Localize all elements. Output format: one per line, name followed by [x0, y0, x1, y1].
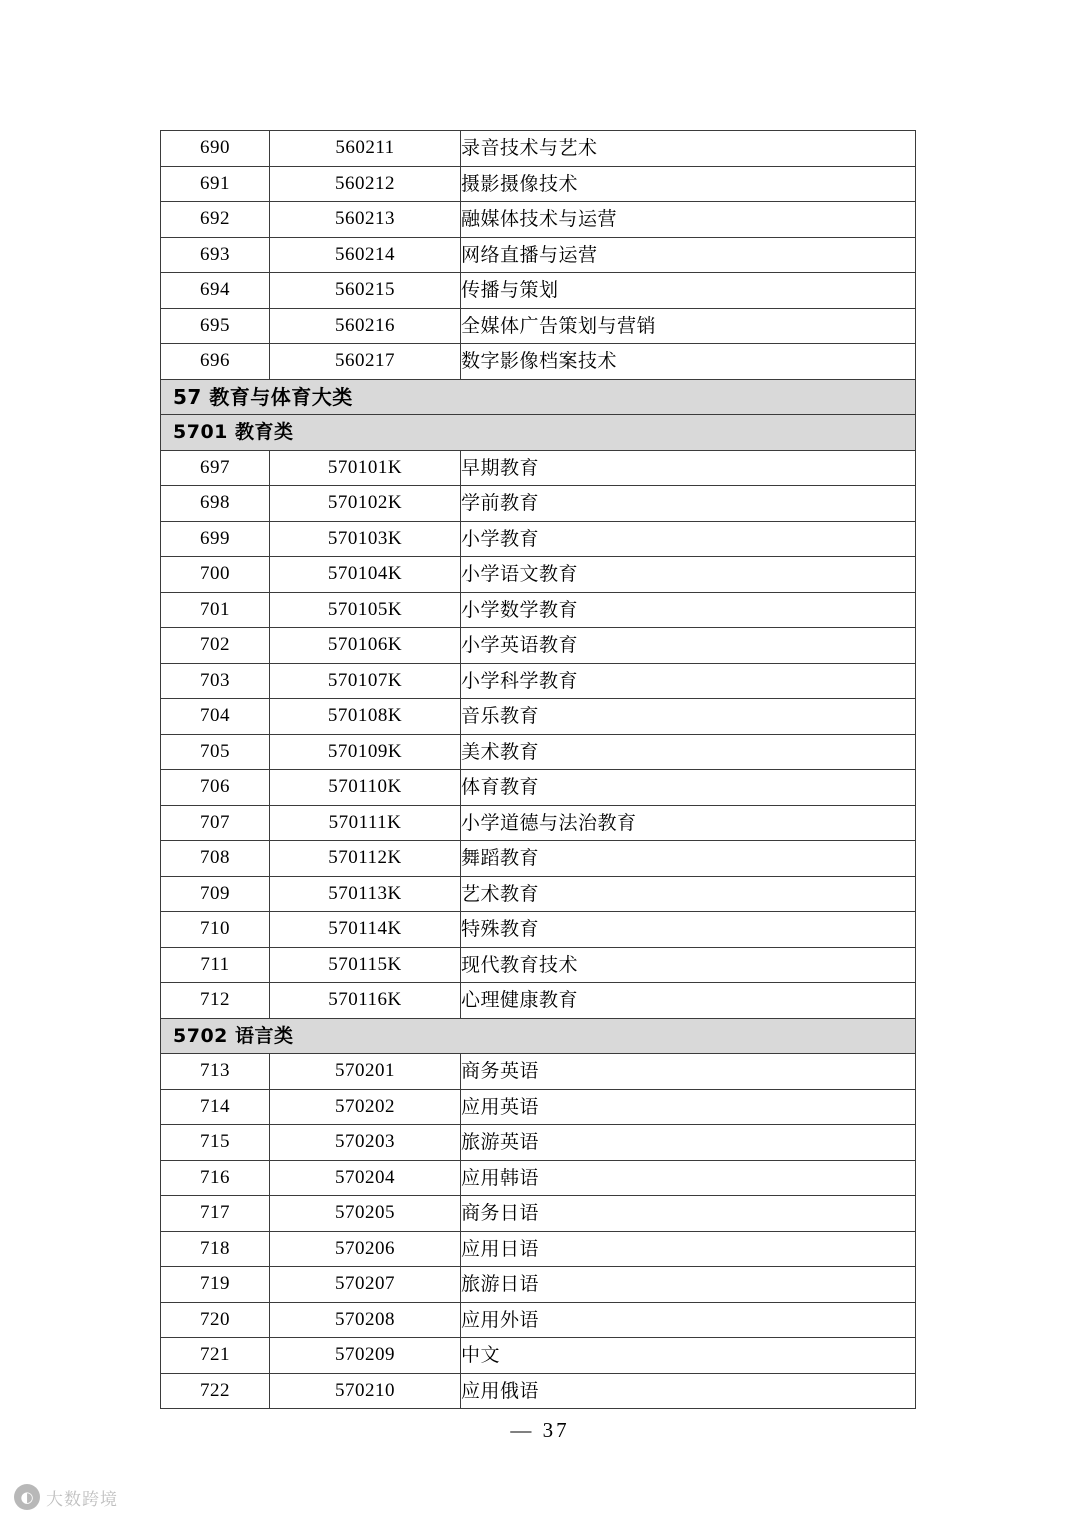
cell-major-code: 570204	[270, 1160, 461, 1196]
cell-serial-number: 708	[161, 841, 270, 877]
cell-major-name: 早期教育	[461, 450, 916, 486]
table-row	[161, 1231, 916, 1267]
cell-major-name: 应用韩语	[461, 1160, 916, 1196]
table-row	[161, 166, 916, 202]
cell-serial-number: 711	[161, 947, 270, 983]
cell-serial-number: 702	[161, 628, 270, 664]
cell-major-code: 560216	[270, 308, 461, 344]
cell-major-code: 570101K	[270, 450, 461, 486]
cell-serial-number: 692	[161, 202, 270, 238]
table-row	[161, 486, 916, 522]
cell-serial-number: 703	[161, 663, 270, 699]
cell-major-code: 570114K	[270, 912, 461, 948]
cell-major-code: 570203	[270, 1125, 461, 1161]
cell-serial-number: 713	[161, 1054, 270, 1090]
cell-major-code: 560214	[270, 237, 461, 273]
cell-serial-number: 701	[161, 592, 270, 628]
cell-major-code: 570103K	[270, 521, 461, 557]
table-row	[161, 202, 916, 238]
cell-major-code: 570107K	[270, 663, 461, 699]
table-row	[161, 770, 916, 806]
cell-serial-number: 710	[161, 912, 270, 948]
table-row	[161, 805, 916, 841]
table-row	[161, 344, 916, 380]
cell-major-name: 现代教育技术	[461, 947, 916, 983]
cell-major-name: 应用日语	[461, 1231, 916, 1267]
cell-serial-number: 694	[161, 273, 270, 309]
cell-major-code: 570206	[270, 1231, 461, 1267]
table-row	[161, 1373, 916, 1409]
cell-serial-number: 693	[161, 237, 270, 273]
cell-major-code: 570108K	[270, 699, 461, 735]
cell-major-code: 570115K	[270, 947, 461, 983]
watermark-logo-icon: ◐	[14, 1484, 40, 1510]
cell-serial-number: 697	[161, 450, 270, 486]
subcategory-header-row	[161, 1018, 916, 1054]
table-row	[161, 557, 916, 593]
table-row	[161, 273, 916, 309]
cell-serial-number: 707	[161, 805, 270, 841]
cell-serial-number: 715	[161, 1125, 270, 1161]
cell-major-name: 数字影像档案技术	[461, 344, 916, 380]
cell-major-name: 小学科学教育	[461, 663, 916, 699]
cell-major-code: 570208	[270, 1302, 461, 1338]
cell-major-name: 体育教育	[461, 770, 916, 806]
category-label: 57 教育与体育大类	[161, 379, 916, 415]
cell-major-name: 舞蹈教育	[461, 841, 916, 877]
cell-serial-number: 705	[161, 734, 270, 770]
table-body	[161, 131, 916, 1409]
cell-major-name: 旅游英语	[461, 1125, 916, 1161]
cell-major-name: 摄影摄像技术	[461, 166, 916, 202]
cell-serial-number: 721	[161, 1338, 270, 1374]
cell-major-name: 旅游日语	[461, 1267, 916, 1303]
cell-serial-number: 695	[161, 308, 270, 344]
cell-major-code: 570112K	[270, 841, 461, 877]
cell-major-name: 小学数学教育	[461, 592, 916, 628]
cell-major-code: 570110K	[270, 770, 461, 806]
cell-major-code: 570116K	[270, 983, 461, 1019]
table-row	[161, 131, 916, 167]
cell-major-code: 570105K	[270, 592, 461, 628]
cell-major-code: 570109K	[270, 734, 461, 770]
cell-serial-number: 690	[161, 131, 270, 167]
table-row	[161, 1125, 916, 1161]
cell-major-code: 570210	[270, 1373, 461, 1409]
table-row	[161, 308, 916, 344]
cell-major-name: 心理健康教育	[461, 983, 916, 1019]
cell-major-code: 570207	[270, 1267, 461, 1303]
subcategory-label: 5701 教育类	[161, 415, 916, 451]
table-row	[161, 237, 916, 273]
cell-major-name: 应用外语	[461, 1302, 916, 1338]
major-catalog-table	[160, 130, 916, 1409]
table-row	[161, 663, 916, 699]
cell-serial-number: 696	[161, 344, 270, 380]
cell-major-name: 艺术教育	[461, 876, 916, 912]
cell-major-name: 学前教育	[461, 486, 916, 522]
cell-major-name: 中文	[461, 1338, 916, 1374]
cell-major-name: 录音技术与艺术	[461, 131, 916, 167]
cell-major-name: 小学语文教育	[461, 557, 916, 593]
cell-major-name: 传播与策划	[461, 273, 916, 309]
cell-serial-number: 700	[161, 557, 270, 593]
cell-serial-number: 699	[161, 521, 270, 557]
cell-major-name: 全媒体广告策划与营销	[461, 308, 916, 344]
table-row	[161, 983, 916, 1019]
cell-major-code: 560213	[270, 202, 461, 238]
table-row	[161, 628, 916, 664]
category-header-row	[161, 379, 916, 415]
cell-major-name: 商务英语	[461, 1054, 916, 1090]
cell-major-code: 560212	[270, 166, 461, 202]
cell-major-name: 小学英语教育	[461, 628, 916, 664]
cell-major-code: 560215	[270, 273, 461, 309]
subcategory-label: 5702 语言类	[161, 1018, 916, 1054]
table-row	[161, 1160, 916, 1196]
table-row	[161, 1089, 916, 1125]
cell-major-code: 570106K	[270, 628, 461, 664]
cell-major-code: 570104K	[270, 557, 461, 593]
cell-major-code: 570201	[270, 1054, 461, 1090]
table-row	[161, 841, 916, 877]
cell-serial-number: 712	[161, 983, 270, 1019]
table-row	[161, 1302, 916, 1338]
cell-major-name: 音乐教育	[461, 699, 916, 735]
cell-major-code: 570202	[270, 1089, 461, 1125]
cell-major-code: 570111K	[270, 805, 461, 841]
cell-serial-number: 709	[161, 876, 270, 912]
cell-serial-number: 716	[161, 1160, 270, 1196]
cell-major-code: 570209	[270, 1338, 461, 1374]
table-row	[161, 592, 916, 628]
table-row	[161, 1267, 916, 1303]
cell-major-code: 560217	[270, 344, 461, 380]
cell-serial-number: 717	[161, 1196, 270, 1232]
table-row	[161, 450, 916, 486]
cell-serial-number: 722	[161, 1373, 270, 1409]
table-row	[161, 699, 916, 735]
cell-major-code: 570102K	[270, 486, 461, 522]
table-row	[161, 947, 916, 983]
watermark	[14, 1484, 118, 1510]
cell-serial-number: 719	[161, 1267, 270, 1303]
subcategory-header-row	[161, 415, 916, 451]
cell-major-code: 570113K	[270, 876, 461, 912]
cell-major-name: 商务日语	[461, 1196, 916, 1232]
cell-major-name: 美术教育	[461, 734, 916, 770]
cell-major-code: 570205	[270, 1196, 461, 1232]
table-row	[161, 912, 916, 948]
table-row	[161, 1338, 916, 1374]
cell-major-name: 小学道德与法治教育	[461, 805, 916, 841]
cell-major-name: 融媒体技术与运营	[461, 202, 916, 238]
cell-major-name: 特殊教育	[461, 912, 916, 948]
cell-serial-number: 714	[161, 1089, 270, 1125]
table-row	[161, 521, 916, 557]
table-row	[161, 1054, 916, 1090]
cell-major-name: 网络直播与运营	[461, 237, 916, 273]
cell-serial-number: 718	[161, 1231, 270, 1267]
cell-major-name: 应用俄语	[461, 1373, 916, 1409]
cell-major-code: 560211	[270, 131, 461, 167]
table-row	[161, 734, 916, 770]
page-number: — 37	[510, 1418, 570, 1442]
cell-major-name: 应用英语	[461, 1089, 916, 1125]
watermark-label: 大数跨境	[46, 1489, 118, 1510]
cell-major-name: 小学教育	[461, 521, 916, 557]
cell-serial-number: 698	[161, 486, 270, 522]
cell-serial-number: 720	[161, 1302, 270, 1338]
cell-serial-number: 706	[161, 770, 270, 806]
table-row	[161, 876, 916, 912]
cell-serial-number: 704	[161, 699, 270, 735]
table-row	[161, 1196, 916, 1232]
cell-serial-number: 691	[161, 166, 270, 202]
